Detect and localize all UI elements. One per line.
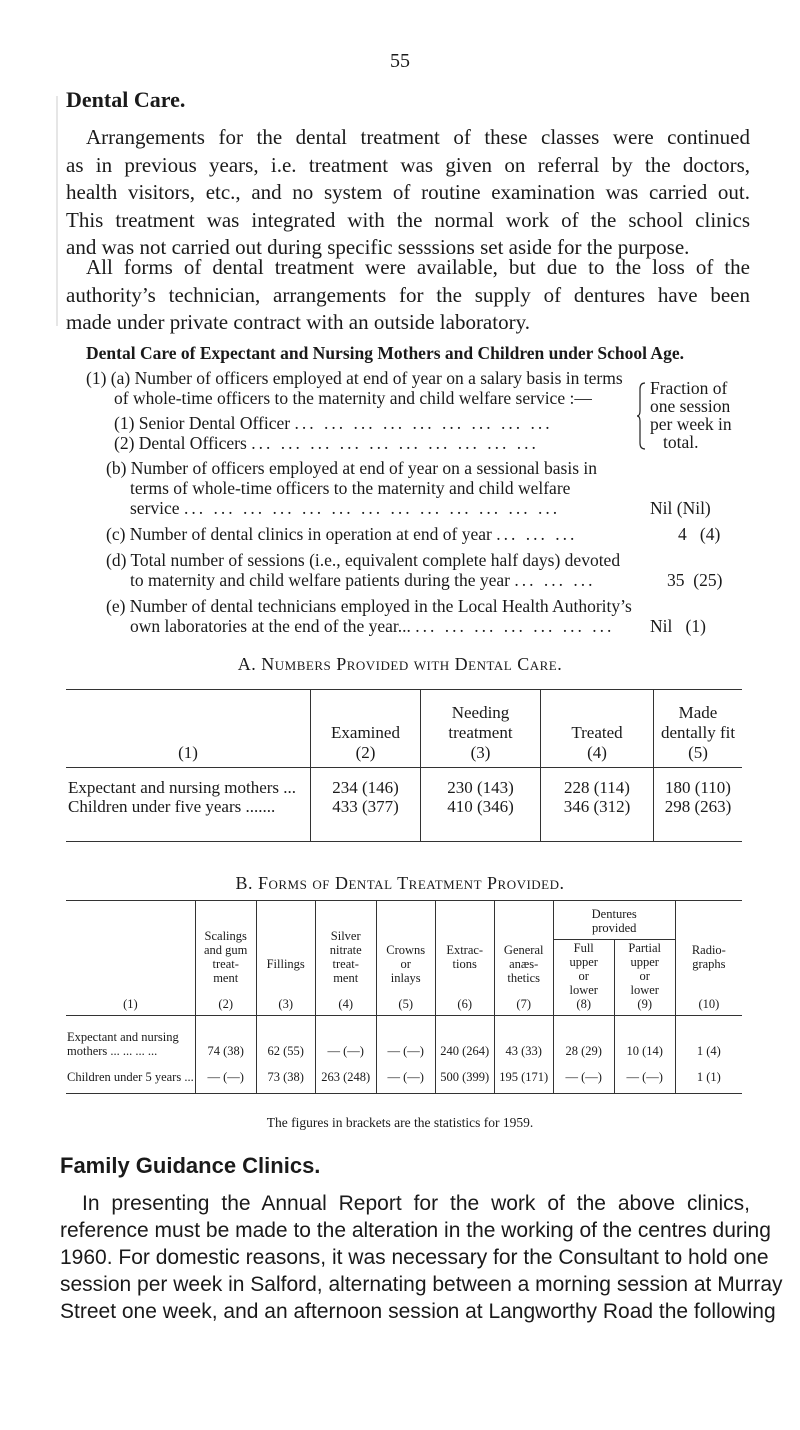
table-row bbox=[66, 778, 742, 797]
row-label: Children under 5 years ... bbox=[67, 1069, 194, 1084]
item-label: (c) Number of dental clinics in operation at end of year bbox=[106, 524, 492, 544]
table-header-row bbox=[66, 901, 742, 940]
item-b-value: Nil (Nil) bbox=[650, 498, 711, 518]
table-row bbox=[66, 1070, 742, 1084]
col-header: Scalings and gum treat- ment (2) bbox=[195, 901, 256, 1016]
item-a-line2: of whole-time officers to the maternity and child welfare service :— bbox=[114, 388, 592, 408]
col-header: Full upper or lower (8) bbox=[553, 940, 614, 1016]
row-label: Expectant and nursing mothers ... ... ... ... bbox=[66, 1030, 195, 1058]
table-cell: 10 (14) bbox=[614, 1030, 675, 1058]
col-header: Examined (2) bbox=[311, 690, 421, 768]
table-cell: 263 (248) bbox=[315, 1070, 376, 1084]
text-line: In presenting the Annual Report for the work of the above clinics, bbox=[82, 1192, 750, 1215]
col-header: Silver nitrate treat- ment (4) bbox=[315, 901, 376, 1016]
item-c-value: 4 (4) bbox=[678, 524, 721, 544]
fraction-note-line: per week in bbox=[650, 414, 732, 434]
page-number: 55 bbox=[390, 50, 410, 72]
table-cell: 234 (146) bbox=[311, 778, 421, 797]
table-cell: 43 (33) bbox=[494, 1030, 553, 1058]
table-row bbox=[66, 797, 742, 816]
table-row bbox=[66, 1030, 742, 1058]
col-header: Partial upper or lower (9) bbox=[614, 940, 675, 1016]
col-group-header: Dentures provided bbox=[553, 901, 675, 940]
row-label: Expectant and nursing mothers ... bbox=[66, 778, 311, 797]
fraction-note-line: Fraction of bbox=[650, 378, 728, 398]
item-e-line1: (e) Number of dental technicians employed in the Local Health Authority’s bbox=[106, 596, 632, 616]
leader-dots: ... ... ... ... ... ... ... ... ... ... bbox=[251, 433, 539, 453]
col-header: Made dentally fit (5) bbox=[654, 690, 743, 768]
table-cell: 433 (377) bbox=[311, 797, 421, 816]
leader-dots: ... ... ... bbox=[514, 570, 596, 590]
row-label: Children under five years ....... bbox=[66, 797, 311, 816]
item-b-line2: terms of whole-time officers to the maternity and child welfare bbox=[130, 478, 571, 498]
section-heading-family-guidance: Family Guidance Clinics. bbox=[60, 1153, 321, 1178]
table-cell: 195 (171) bbox=[494, 1070, 553, 1084]
table-cell: 410 (346) bbox=[421, 797, 541, 816]
officer-label: (2) Dental Officers bbox=[114, 433, 247, 453]
item-b-line3 bbox=[130, 498, 560, 518]
table-cell: — (—) bbox=[553, 1070, 614, 1084]
col-header: Fillings (3) bbox=[256, 901, 315, 1016]
table-b-title: B. Forms of Dental Treatment Provided. bbox=[235, 873, 565, 893]
text-line: as in previous years, i.e. treatment was given on referral by the doctors, bbox=[66, 152, 750, 177]
item-b-line1: (b) Number of officers employed at end of year on a sessional basis in bbox=[106, 458, 597, 478]
officer-label: (1) Senior Dental Officer bbox=[114, 413, 291, 433]
col-header: Treated (4) bbox=[541, 690, 654, 768]
table-a-title: A. Numbers Provided with Dental Care. bbox=[237, 654, 563, 674]
table-cell: — (—) bbox=[315, 1030, 376, 1058]
curly-brace-icon bbox=[636, 381, 646, 451]
table-cell: 62 (55) bbox=[256, 1030, 315, 1058]
item-a-line1: (1) (a) Number of officers employed at end of year on a salary basis in terms bbox=[86, 368, 623, 388]
item-c-line1 bbox=[106, 524, 577, 544]
table-cell: — (—) bbox=[376, 1030, 435, 1058]
item-label: to maternity and child welfare patients during the year bbox=[130, 570, 511, 590]
table-numbers-provided bbox=[66, 689, 742, 842]
table-footnote: The figures in brackets are the statistics for 1959. bbox=[266, 1115, 534, 1130]
item-d-value: 35 (25) bbox=[667, 570, 723, 590]
table-cell: 1 (1) bbox=[696, 1069, 721, 1084]
leader-dots: ... ... ... ... ... ... ... ... ... bbox=[294, 413, 553, 433]
col-header: Radio- graphs (10) bbox=[675, 901, 742, 1016]
text-line: 1960. For domestic reasons, it was necessary for the Consultant to hold one bbox=[60, 1246, 769, 1269]
table-forms-of-treatment bbox=[66, 900, 742, 1094]
item-e-value: Nil (1) bbox=[650, 616, 706, 636]
table-cell: — (—) bbox=[376, 1070, 435, 1084]
table-cell: 180 (110) bbox=[665, 777, 731, 797]
item-e-line2 bbox=[130, 616, 614, 636]
leader-dots: ... ... ... bbox=[496, 524, 578, 544]
leader-dots: ... ... ... ... ... ... ... bbox=[415, 616, 615, 636]
table-cell: 73 (38) bbox=[256, 1070, 315, 1084]
table-cell: — (—) bbox=[614, 1070, 675, 1084]
leader-dots: ... ... ... ... ... ... ... ... ... ... ... ... ... bbox=[183, 498, 561, 518]
section-heading-dental-care: Dental Care. bbox=[66, 87, 186, 112]
text-line: authority’s technician, arrangements for the supply of dentures have been bbox=[66, 282, 750, 307]
item-d-line1: (d) Total number of sessions (i.e., equivalent complete half days) devoted bbox=[106, 550, 621, 570]
text-line: session per week in Salford, alternating between a morning session at Murray bbox=[60, 1273, 783, 1296]
text-line: made under private contract with an outside laboratory. bbox=[66, 310, 530, 334]
col-header: (1) bbox=[66, 690, 311, 768]
officer-senior-dental bbox=[114, 413, 553, 433]
text-line: health visitors, etc., and no system of routine examination was carried out. bbox=[66, 180, 750, 204]
table-cell: 74 (38) bbox=[195, 1030, 256, 1058]
paragraph-dental-arrangements bbox=[66, 124, 750, 262]
col-header: Crowns or inlays (5) bbox=[376, 901, 435, 1016]
table-cell: 346 (312) bbox=[541, 797, 654, 816]
sub-heading-expectant-mothers: Dental Care of Expectant and Nursing Mothers and Children under School Age. bbox=[86, 343, 684, 363]
table-cell: 298 (263) bbox=[664, 796, 732, 816]
fraction-note-line: one session bbox=[650, 396, 731, 416]
officer-dental bbox=[114, 433, 539, 453]
table-cell: 228 (114) bbox=[541, 778, 654, 797]
table-cell: 500 (399) bbox=[435, 1070, 494, 1084]
item-d-line2 bbox=[130, 570, 596, 590]
paragraph-dental-forms bbox=[66, 254, 750, 337]
col-header: General anæs- thetics (7) bbox=[494, 901, 553, 1016]
col-header: Needing treatment (3) bbox=[421, 690, 541, 768]
text-line: All forms of dental treatment were available, but due to the loss of the bbox=[86, 255, 750, 279]
item-label: own laboratories at the end of the year... bbox=[130, 616, 411, 636]
table-cell: 1 (4) bbox=[696, 1043, 721, 1058]
table-cell: 230 (143) bbox=[421, 778, 541, 797]
table-header-row bbox=[66, 690, 742, 768]
binding-shadow bbox=[56, 96, 58, 326]
table-cell: 28 (29) bbox=[553, 1030, 614, 1058]
text-line: reference must be made to the alteration in the working of the centres during bbox=[60, 1219, 771, 1242]
table-cell: 240 (264) bbox=[435, 1030, 494, 1058]
col-header: Extrac- tions (6) bbox=[435, 901, 494, 1016]
text-line: and was not carried out during specific sesssions set aside for the purpose. bbox=[66, 235, 690, 259]
text-line: Arrangements for the dental treatment of these classes were continued bbox=[86, 125, 750, 149]
fraction-note-line: total. bbox=[663, 432, 699, 452]
paragraph-family-guidance bbox=[60, 1190, 783, 1325]
col-header: (1) bbox=[66, 901, 195, 1016]
text-line: Street one week, and an afternoon session at Langworthy Road the following bbox=[60, 1300, 776, 1323]
table-cell: — (—) bbox=[195, 1070, 256, 1084]
item-label: service bbox=[130, 498, 180, 518]
text-line: This treatment was integrated with the normal work of the school clinics bbox=[66, 207, 750, 232]
